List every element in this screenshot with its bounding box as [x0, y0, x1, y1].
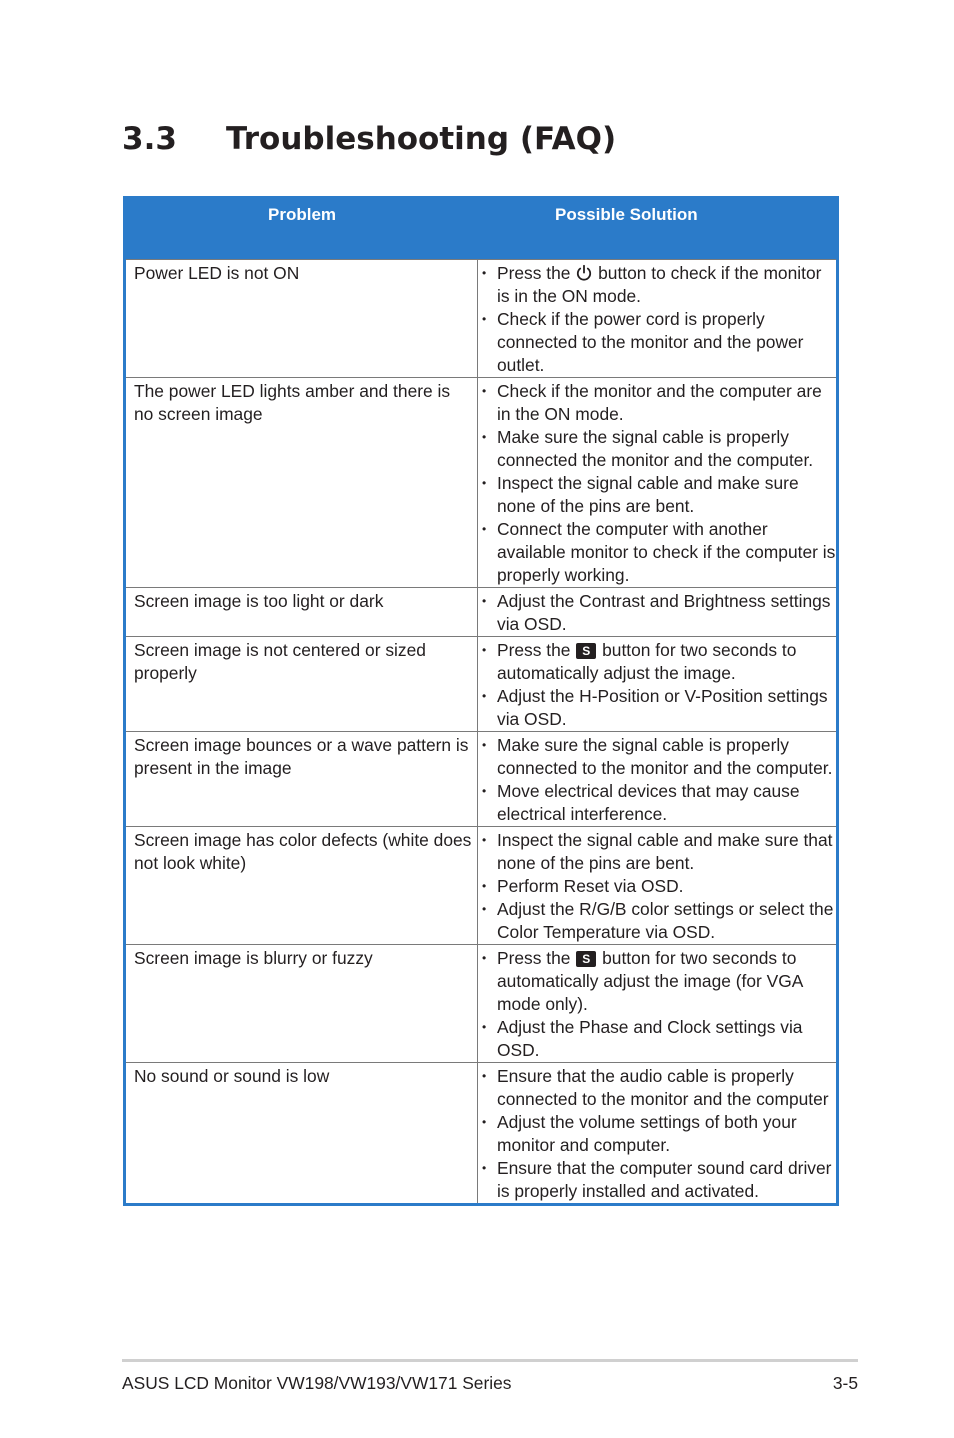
- section-title: Troubleshooting (FAQ): [226, 121, 617, 157]
- footer-divider: [122, 1359, 858, 1362]
- s-key-icon: S: [576, 643, 596, 659]
- table-row: [126, 944, 836, 1062]
- solution-text: Press the: [497, 948, 576, 968]
- solution-list: [482, 1065, 836, 1203]
- page-number: 3-5: [832, 1373, 858, 1393]
- solution-item: [482, 639, 836, 685]
- solution-cell: [478, 637, 836, 731]
- solution-text: Press the: [497, 263, 576, 283]
- table-row: [126, 259, 836, 377]
- solution-list: [482, 947, 836, 1062]
- problem-cell: Screen image has color defects (white does not look white): [126, 827, 478, 944]
- solution-cell: [478, 260, 836, 377]
- table-row: [126, 636, 836, 731]
- solution-item: • Move electrical devices that may cause electrical interference.: [482, 780, 836, 826]
- s-key-icon: S: [576, 951, 596, 967]
- problem-cell: Screen image is too light or dark: [126, 588, 478, 636]
- table-body: [126, 259, 836, 1203]
- table-row: [126, 587, 836, 636]
- problem-cell: Screen image is blurry or fuzzy: [126, 945, 478, 1062]
- solution-item: • Make sure the signal cable is properly connected the monitor and the computer.: [482, 426, 836, 472]
- section-heading: [122, 116, 616, 162]
- table-row: [126, 377, 836, 587]
- solution-list: [482, 590, 836, 636]
- solution-cell: [478, 732, 836, 826]
- solution-cell: [478, 827, 836, 944]
- solution-list: [482, 639, 836, 731]
- solution-item: • Connect the computer with another available monitor to check if the computer is properly working.: [482, 518, 836, 587]
- troubleshooting-table: [123, 196, 839, 1206]
- solution-item: • Adjust the H-Position or V-Position settings via OSD.: [482, 685, 836, 731]
- table-row: [126, 1062, 836, 1203]
- table-header: [126, 199, 836, 259]
- solution-item: • Adjust the Phase and Clock settings via OSD.: [482, 1016, 836, 1062]
- solution-item: • Check if the monitor and the computer are in the ON mode.: [482, 380, 836, 426]
- solution-item: [482, 262, 836, 308]
- solution-item: [482, 947, 836, 1016]
- table-row: [126, 826, 836, 944]
- solution-text: button to check if the monitor is in the ON mode.: [497, 263, 822, 306]
- solution-item: • Adjust the volume settings of both your monitor and computer.: [482, 1111, 836, 1157]
- solution-item: • Adjust the Contrast and Brightness settings via OSD.: [482, 590, 836, 636]
- problem-cell: Power LED is not ON: [126, 260, 478, 377]
- solution-cell: [478, 1063, 836, 1203]
- table-row: [126, 731, 836, 826]
- solution-cell: [478, 378, 836, 587]
- solution-text: button for two seconds to automatically adjust the image (for VGA mode only).: [497, 948, 803, 1014]
- problem-cell: Screen image is not centered or sized properly: [126, 637, 478, 731]
- power-icon: [575, 264, 593, 282]
- solution-list: [482, 262, 836, 377]
- problem-cell: No sound or sound is low: [126, 1063, 478, 1203]
- solution-item: • Check if the power cord is properly connected to the monitor and the power outlet.: [482, 308, 836, 377]
- solution-list: [482, 734, 836, 826]
- solution-item: • Inspect the signal cable and make sure that none of the pins are bent.: [482, 829, 836, 875]
- solution-cell: [478, 588, 836, 636]
- problem-cell: The power LED lights amber and there is no screen image: [126, 378, 478, 587]
- solution-list: [482, 380, 836, 587]
- solution-item: • Perform Reset via OSD.: [482, 875, 836, 898]
- solution-item: • Make sure the signal cable is properly connected to the monitor and the computer.: [482, 734, 836, 780]
- solution-item: • Ensure that the audio cable is properly connected to the monitor and the computer: [482, 1065, 836, 1111]
- solution-item: • Inspect the signal cable and make sure none of the pins are bent.: [482, 472, 836, 518]
- problem-cell: Screen image bounces or a wave pattern is present in the image: [126, 732, 478, 826]
- section-number: 3.3: [122, 121, 177, 157]
- solution-item: • Adjust the R/G/B color settings or select the Color Temperature via OSD.: [482, 898, 836, 944]
- solution-text: Press the: [497, 640, 576, 660]
- footer-title: ASUS LCD Monitor VW198/VW193/VW171 Series: [122, 1373, 512, 1393]
- solution-text: button for two seconds to automatically adjust the image.: [497, 640, 797, 683]
- solution-cell: [478, 945, 836, 1062]
- column-header-problem: Problem: [268, 205, 337, 224]
- column-header-solution: Possible Solution: [555, 205, 698, 224]
- solution-item: • Ensure that the computer sound card driver is properly installed and activated.: [482, 1157, 836, 1203]
- solution-list: [482, 829, 836, 944]
